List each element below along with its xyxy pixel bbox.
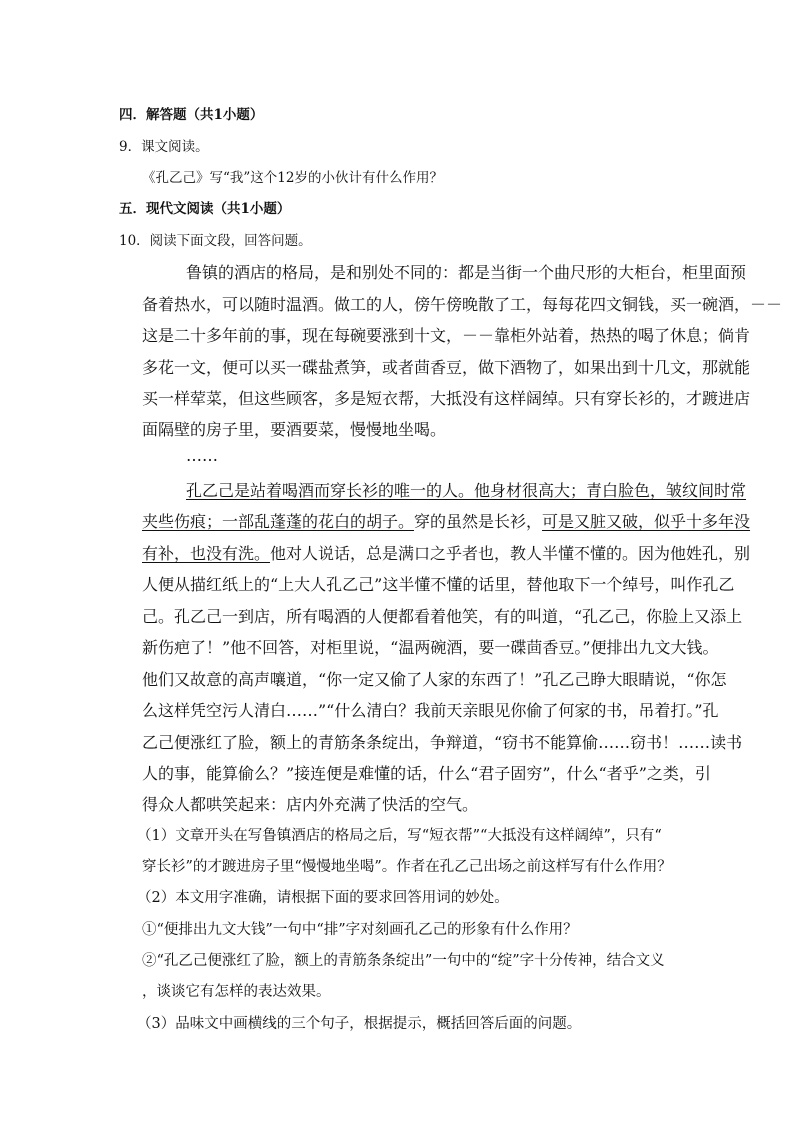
- passage2-line: [142, 541, 750, 564]
- passage1-line: 买一样荤菜，但这些顾客，多是短衣帮，大抵没有这样阔绰。只有穿长衫的，才踱进店: [142, 389, 751, 408]
- passage-text: 穿的虽然是长衫，: [414, 512, 543, 531]
- passage2-line: 己。孔乙己一到店，所有喝酒的人便都看着他笑，有的叫道，“孔乙己，你脸上又添上: [142, 607, 743, 626]
- passage1-line: 多花一文，便可以买一碟盐煮笋，或者茴香豆，做下酒物了，如果出到十几文，那就能: [142, 358, 751, 377]
- passage2-line: [186, 478, 746, 501]
- passage2-line: 乙己便涨红了脸，额上的青筋条条绽出，争辩道，“窃书不能算偷……窃书！……读书: [142, 733, 743, 752]
- passage2-line: 人的事，能算偷么？”接连便是难懂的话，什么“君子固穷”，什么“者乎”之类，引: [142, 764, 711, 783]
- passage1-line: 鲁镇的酒店的格局，是和别处不同的：都是当街一个曲尺形的大柜台，柜里面预: [186, 263, 747, 282]
- question-10-number: 10．阅读下面文段，回答问题。: [119, 233, 312, 249]
- section-5-heading: 五．现代文阅读（共1小题）: [119, 201, 291, 217]
- subquestion-1-line: 穿长衫”的才踱进房子里“慢慢地坐喝”。作者在孔乙己出场之前这样写有什么作用？: [142, 859, 672, 875]
- passage-text: 他对人说话，总是满口之乎者也，教人半懂不懂的。因为他姓孔，别: [270, 544, 751, 563]
- subquestion-2: （2）本文用字准确，请根据下面的要求回答用词的妙处。: [137, 890, 509, 906]
- passage1-line: 备着热水，可以随时温酒。做工的人，傍午傍晚散了工，每每花四文铜钱，买一碗酒，－－: [142, 295, 783, 314]
- section-4-heading: 四．解答题（共1小题）: [119, 107, 264, 123]
- subquestion-1-line: （1）文章开头在写鲁镇酒店的格局之后，写“短衣帮”“大抵没有这样阔绰”，只有“: [137, 828, 662, 844]
- question-9-text: 《孔乙己》写“我”这个12岁的小伙计有什么作用？: [142, 170, 443, 186]
- passage2-line: 新伤疤了！”他不回答，对柜里说，“温两碗酒，要一碟茴香豆。”便排出九文大钱。: [142, 638, 719, 657]
- subquestion-2-a: ①“便排出九文大钱”一句中“排”字对刻画孔乙己的形象有什么作用？: [142, 922, 578, 938]
- question-9-number: 9．课文阅读。: [119, 139, 209, 155]
- passage2-line: 么这样凭空污人清白……”“什么清白？我前天亲眼见你偷了何家的书，吊着打。”孔: [142, 701, 719, 720]
- passage1-line: 面隔壁的房子里，要酒要菜，慢慢地坐喝。: [142, 420, 447, 439]
- underlined-sentence: 夹些伤痕；一部乱蓬蓬的花白的胡子。: [142, 512, 415, 531]
- underlined-sentence: 孔乙己是站着喝酒而穿长衫的唯一的人。他身材很高大；青白脸色，皱纹间时常: [186, 481, 747, 500]
- passage2-line: [142, 509, 750, 532]
- passage1-line: 这是二十多年前的事，现在每碗要涨到十文，－－靠柜外站着，热热的喝了休息；倘肯: [142, 326, 751, 345]
- passage2-line: 得众人都哄笑起来：店内外充满了快活的空气。: [142, 795, 479, 814]
- passage-ellipsis: ……: [186, 446, 218, 465]
- subquestion-3: （3）品味文中画横线的三个句子，根据提示，概括回答后面的问题。: [137, 1016, 582, 1032]
- underlined-sentence: 可是又脏又破，似乎十多年没: [542, 512, 751, 531]
- passage2-line: 他们又故意的高声嚷道，“你一定又偷了人家的东西了！”孔乙己睁大眼睛说，“你怎: [142, 670, 727, 689]
- underlined-sentence: 有补，也没有洗。: [142, 544, 271, 563]
- subquestion-2-b-line: ，谈谈它有怎样的表达效果。: [142, 984, 331, 1000]
- passage2-line: 人便从描红纸上的“上大人孔乙己”这半懂不懂的话里，替他取下一个绰号，叫作孔乙: [142, 575, 735, 594]
- subquestion-2-b-line: ②“孔乙己便涨红了脸，额上的青筋条条绽出”一句中的“绽”字十分传神，结合文义: [142, 953, 665, 969]
